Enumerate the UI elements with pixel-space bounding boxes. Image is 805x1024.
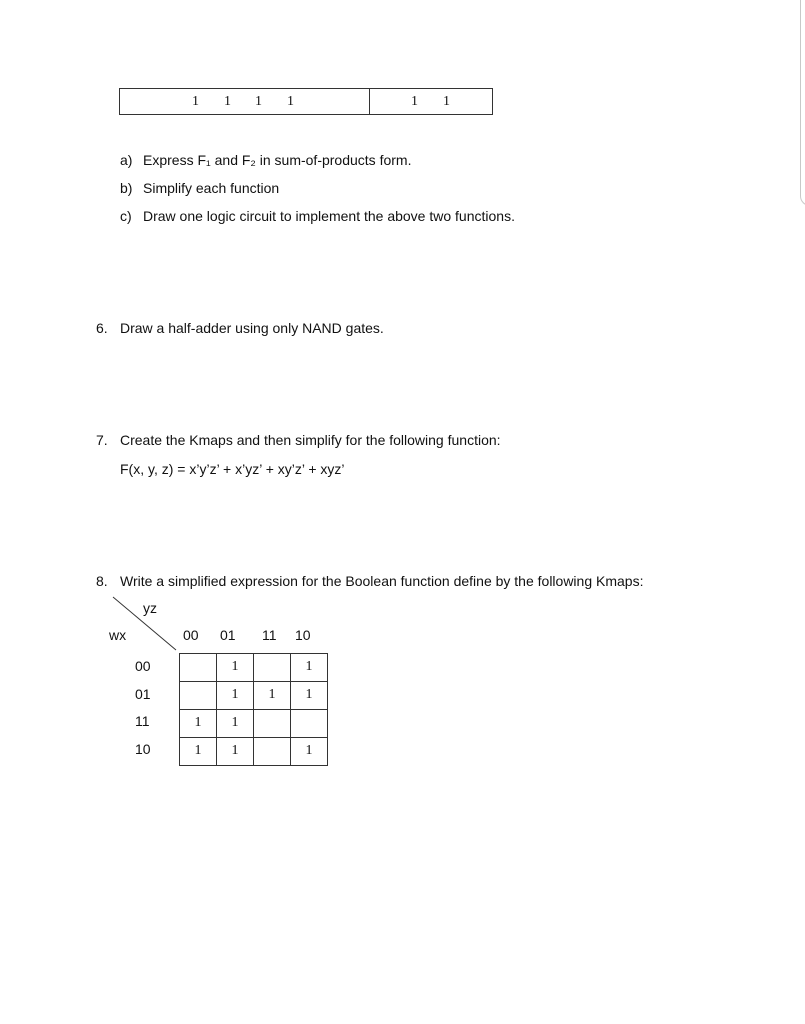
kmap-cell: 1 [217, 710, 254, 738]
kmap-row [180, 738, 328, 766]
f2-value: 1 [411, 94, 418, 109]
question-6-number: 6. [96, 320, 108, 336]
f1-value: 1 [255, 94, 262, 109]
truth-table-f1-cell [119, 88, 370, 115]
kmap-cell [254, 710, 291, 738]
subquestion-a-text: Express F₁ and F₂ in sum-of-products form. [143, 152, 412, 168]
kmap-col-header: 01 [220, 627, 236, 643]
question-7-function: F(x, y, z) = x’y’z’ + x’yz’ + xy’z’ + xyz’ [120, 461, 345, 477]
kmap-cell [254, 738, 291, 766]
kmap-col-header: 11 [262, 627, 277, 643]
subquestion-b-text: Simplify each function [143, 180, 280, 196]
kmap-col-header: 10 [295, 627, 311, 643]
kmap-cell: 1 [217, 654, 254, 682]
kmap-cell [291, 710, 328, 738]
kmap-row [180, 654, 328, 682]
f2-value: 1 [443, 94, 450, 109]
kmap-cell: 1 [217, 738, 254, 766]
kmap-row-header: 10 [135, 741, 151, 757]
question-8-text: Write a simplified expression for the Boolean function define by the following Kmaps: [120, 573, 644, 589]
kmap-cell [180, 682, 217, 710]
kmap-cell: 1 [291, 682, 328, 710]
subquestion-a-label: a) [120, 152, 133, 168]
kmap-cell: 1 [291, 654, 328, 682]
question-6-text: Draw a half-adder using only NAND gates. [120, 320, 384, 336]
kmap-grid [179, 653, 328, 766]
kmap-cell: 1 [180, 710, 217, 738]
kmap-row-variable: wx [109, 627, 127, 643]
kmap-row-header: 11 [135, 713, 150, 729]
kmap-column-variable: yz [143, 600, 157, 616]
kmap-col-header: 00 [183, 627, 199, 643]
kmap-row-header: 01 [135, 686, 151, 702]
subquestion-b-label: b) [120, 180, 133, 196]
question-7-number: 7. [96, 432, 108, 448]
f1-value: 1 [287, 94, 294, 109]
kmap-cell: 1 [254, 682, 291, 710]
f1-value: 1 [192, 94, 199, 109]
kmap-row [180, 710, 328, 738]
subquestion-c-text: Draw one logic circuit to implement the above two functions. [143, 208, 515, 224]
kmap-cell [180, 654, 217, 682]
scrollbar[interactable] [800, 0, 805, 206]
kmap-cell: 1 [180, 738, 217, 766]
kmap-row-header: 00 [135, 658, 151, 674]
kmap-cell: 1 [291, 738, 328, 766]
question-8-number: 8. [96, 573, 108, 589]
truth-table-row [119, 88, 493, 115]
truth-table-f2-cell [370, 88, 493, 115]
kmap-row [180, 682, 328, 710]
subquestion-c-label: c) [120, 208, 132, 224]
kmap-cell [254, 654, 291, 682]
f1-value: 1 [224, 94, 231, 109]
kmap-cell: 1 [217, 682, 254, 710]
question-7-text: Create the Kmaps and then simplify for the following function: [120, 432, 501, 448]
